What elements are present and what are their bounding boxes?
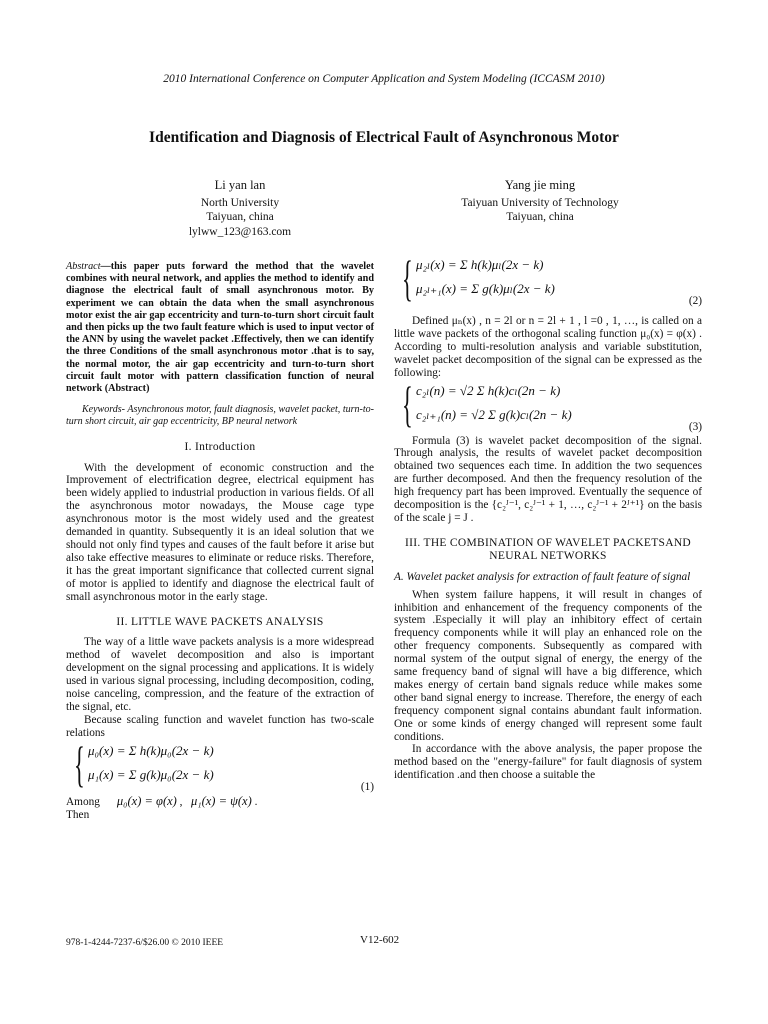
scale-relations-paragraph: Because scaling function and wavelet function has two-scale relations <box>66 713 374 739</box>
author-block-1 <box>120 178 360 239</box>
energy-failure-paragraph: In accordance with the above analysis, the paper propose the method based on the "energy-failure" for fault diagnosis of system identification .and then choose a suitable the <box>394 743 702 782</box>
paper-title: Identification and Diagnosis of Electrical Fault of Asynchronous Motor <box>149 129 619 146</box>
equation-1 <box>74 735 374 793</box>
keywords: Keywords- Asynchronous motor, fault diagnosis, wavelet packet, turn-to-turn short circuit, air gap eccentricity, BP neural network <box>66 404 374 428</box>
right-column <box>394 250 702 782</box>
wave-packets-paragraph: The way of a little wave packets analysis is a more widespread method of wavelet decomposition and also is important development on the signal processing and applications. It is widely used in various signal processing, including decomposition, coding, noise canceling, compression, and the feature of the extraction of the signal, etc. <box>66 636 374 713</box>
section-heading-combination: III. THE COMBINATION OF WAVELET PACKETSAND NEURAL NETWORKS <box>404 536 692 562</box>
subsection-heading: A. Wavelet packet analysis for extraction of fault feature of signal <box>394 570 691 583</box>
author-affiliation: Taiyuan University of Technology <box>461 196 619 209</box>
footer-page-id: V12-602 <box>360 934 400 946</box>
conference-header: 2010 International Conference on Computer Application and System Modeling (ICCASM 2010) <box>163 73 605 85</box>
equation-3 <box>402 375 702 433</box>
abstract-text: —this paper puts forward the method that the wavelet combines with neural network, and applies the method to identify and diagnose the electrical fault of small asynchronous motor. By experiment we can obtain the data when the small asynchronous motor exist the air gap eccentricity and turn-to-turn short circuit fault and then picks up the two fault feature which is used to input vector of the ANN by using the wavelet packet .Effectively, then we can identify the three Conditions of the small asynchronous motor .that is to say, the normal motor, the air gap eccentricity and turn-to-turn short circuit fault motor with pattern classification function of neural network (Abstract) <box>66 261 374 395</box>
brace-glyph: { <box>402 375 413 432</box>
author-name: Li yan lan <box>214 178 266 192</box>
author-city: Taiyuan, china <box>506 211 574 223</box>
section-heading-introduction: I. Introduction <box>184 440 256 453</box>
among-line: Among μ₀(x) = φ(x) , μ₁(x) = ψ(x) . <box>66 793 258 808</box>
fault-feature-paragraph: When system failure happens, it will result in changes of inhibition and enhancement of the frequency components of the system .Especially it will play an inhibitory effect of certain frequency components while it will play an enhanced role on the other frequency components. Subsequently as compared with normal system of the output signal of energy, the energy of the same frequency band of signal will have a big difference, which makes energy of certain band signals reduce while makes some other band signal energy to increase. Therefore, the energy of each frequency component signal contains abundant fault information. One or some kinds of energy changed will represent some fault conditions. <box>394 588 702 743</box>
equation-number: (2) <box>688 295 702 307</box>
abstract-label: Abstract <box>66 261 101 272</box>
equation-line: c₂ₗ(n) = √2 Σ h(k)cₗ(2n − k) <box>416 382 561 398</box>
author-email: lylww_123@163.com <box>188 225 292 238</box>
inline-equation: μ₁(x) = ψ(x) <box>190 793 252 808</box>
equation-number: (3) <box>688 420 702 433</box>
introduction-paragraph: With the development of economic construction and the Improvement of electrification degree, electrical equipment has been widely applied to industrial production in various fields. Of all the asynchronous motor nowadays, the Mouse cage type asynchronous motor is the most widely used and the greatest demanded in quantity. Subsequently it is an ideal solution that we should not only find types and causes of the fault before it arise but also take effective measures to eliminate or reduce risks. Therefore, it has the great important significance that collected current signal of motor is applied to identify and diagnose the electrical fault of small asynchronous motor in the early stage. <box>66 461 374 603</box>
section-heading-wave-packets: II. LITTLE WAVE PACKETS ANALYSIS <box>116 615 324 628</box>
among-label: Among <box>66 795 100 808</box>
author-affiliation: North University <box>200 196 280 209</box>
equation-line: μ₁(x) = Σ g(k)μ₀(2x − k) <box>88 766 214 782</box>
equation-2 <box>402 250 702 307</box>
abstract <box>66 261 374 395</box>
footer-isbn: 978-1-4244-7237-6/$26.00 © 2010 IEEE <box>66 938 224 948</box>
left-column <box>66 261 374 821</box>
equation-line: μ₀(x) = Σ h(k)μ₀(2x − k) <box>88 742 214 758</box>
author-name: Yang jie ming <box>504 178 576 192</box>
brace-glyph: { <box>74 735 85 792</box>
inline-equation: μ₀(x) = φ(x) <box>116 793 177 808</box>
equation-line: c₂ₗ₊₁(n) = √2 Σ g(k)cₗ(2n − k) <box>416 406 572 422</box>
equation-line: μ₂ₗ(x) = Σ h(k)μₗ(2x − k) <box>416 257 544 272</box>
author-city: Taiyuan, china <box>206 211 274 223</box>
formula-paragraph: Formula (3) is wavelet packet decomposition of the signal. Through analysis, the results of wavelet packet decomposition obtained two sequences each time. In addition the two sequences are further decomposed. And then the frequency resolution of the high frequency part has been improved. Eventually the sequence of decomposition is the {c₂ᴶ⁻¹, c₂ᴶ⁻¹ + 1, …, c₂ᴶ⁻¹ + 2ᴶ⁺¹} on the basis of the scale j = J . <box>394 434 702 524</box>
then-label: Then <box>66 808 90 821</box>
defined-paragraph: Defined μₙ(x) , n = 2l or n = 2l + 1 , l =0 , 1, …, is called on a little wave packets of the orthogonal scaling function μ₀(x) = φ(x) . According to multi-resolution analysis and variable substitution, wavelet packet decomposition of the signal can be expressed as the following: <box>394 315 702 379</box>
equation-number: (1) <box>360 780 374 793</box>
brace-glyph: { <box>402 250 413 306</box>
author-block-2 <box>420 178 660 225</box>
equation-line: μ₂ₗ₊₁(x) = Σ g(k)μₗ(2x − k) <box>416 281 555 296</box>
